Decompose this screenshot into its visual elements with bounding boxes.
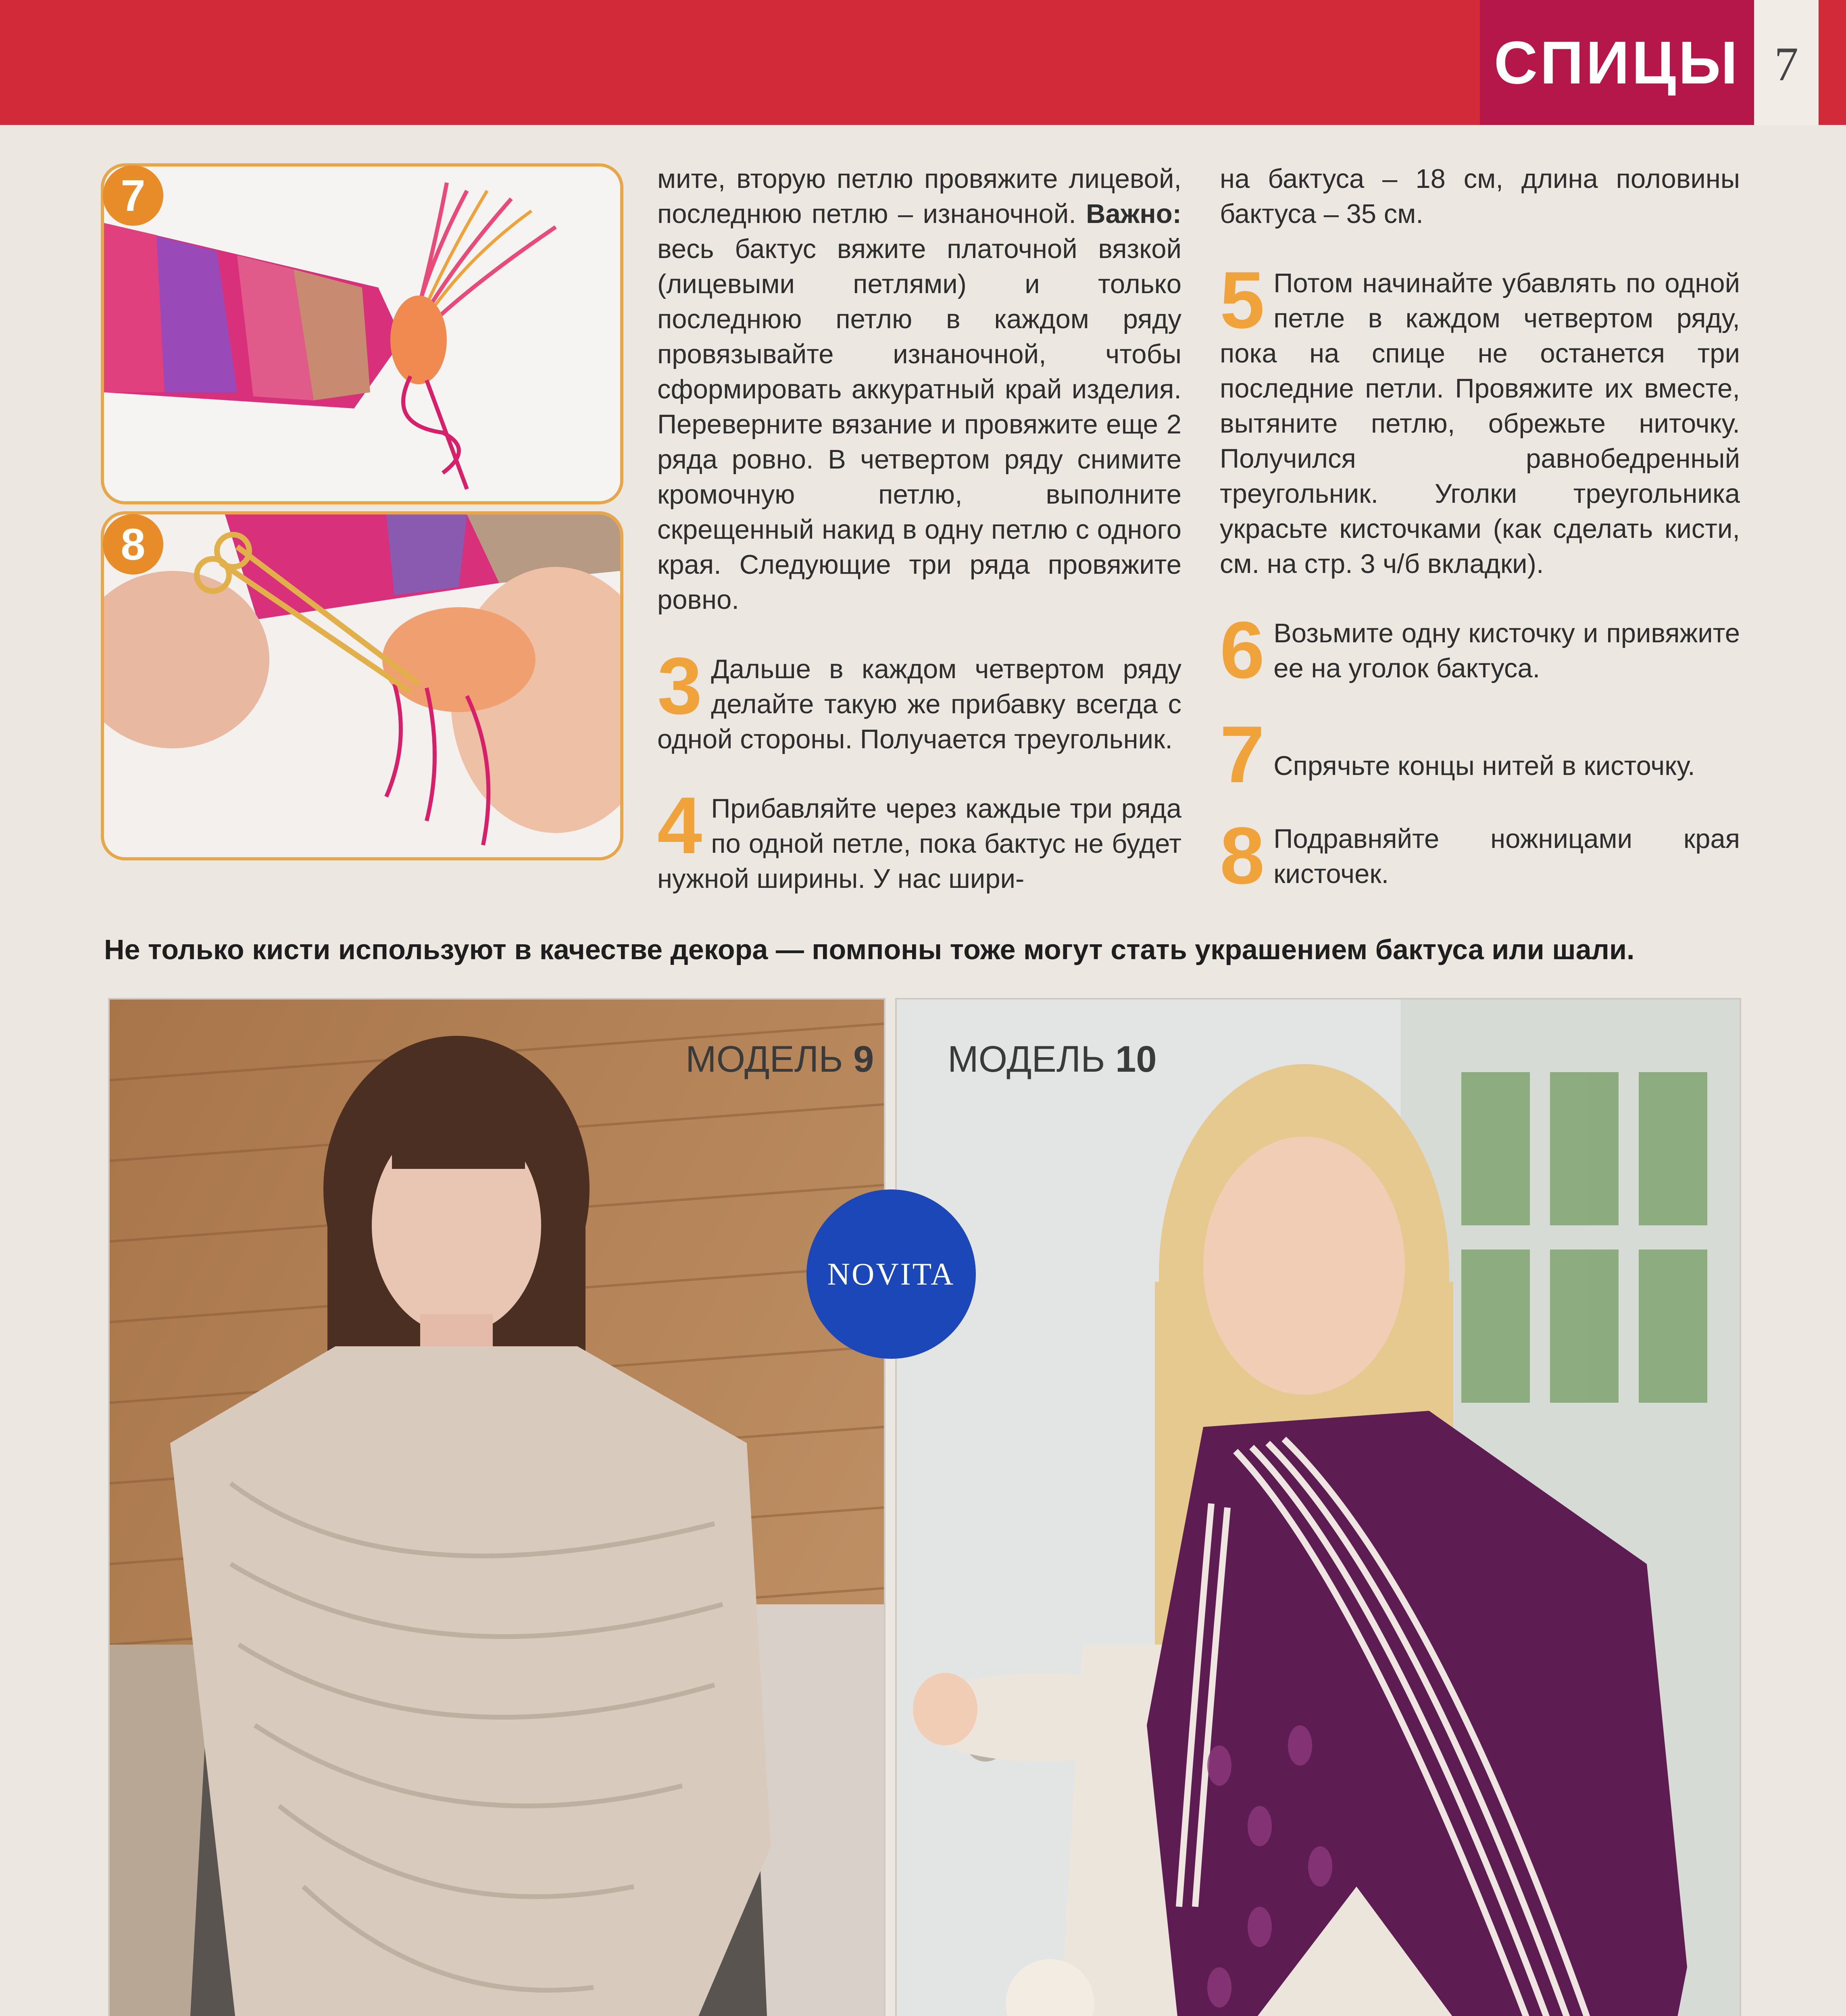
model-10-photo (895, 998, 1741, 2016)
step-8-photo (101, 511, 623, 860)
section-tab (1480, 0, 1754, 125)
step-number: 3 (657, 641, 702, 731)
step-8-badge: 8 (103, 514, 163, 575)
step-7-photo (101, 163, 623, 504)
woman-in-cable-knit-shawl-image (110, 1000, 884, 2016)
step-number: 8 (1220, 811, 1265, 901)
step-number: 7 (1220, 720, 1265, 787)
step-8: 8 Подравняйте ножницами края кисточек. (1220, 811, 1740, 901)
model-9-label: МОДЕЛЬ 9 (685, 1039, 874, 1080)
model-10-label: МОДЕЛЬ 10 (948, 1039, 1157, 1080)
text-column-1 (657, 161, 1181, 931)
model-9-photo (108, 998, 885, 2016)
section-title: СПИЦЫ (1494, 28, 1740, 96)
step-3: 3 Дальше в каждом четвертом ряду делайте такую же прибавку всегда с одной стороны. Получается треугольник. (657, 641, 1181, 754)
text-column-2 (1220, 161, 1740, 926)
step-7: 7 Спрячьте концы нитей в кисточку. (1220, 720, 1695, 787)
header-right-strip (1819, 0, 1846, 125)
girl-in-purple-striped-shawl-image (897, 1000, 1740, 2016)
step-7-badge: 7 (103, 165, 163, 226)
intro-paragraph: мите, вторую петлю провяжите лицевой, последнюю петлю – изнаночной. Важно: весь бактус вяжите платочной вязкой (лицевыми петлями) и только последнюю петлю в каждом ряду провязывайте изнаночной, чтобы сформировать аккуратный край изделия. Переверните вязание и провяжите еще 2 ряда ровно. В четвертом ряду снимите кромочную петлю, выполните скрещенный накид в одну петлю с одного края. Следующие три ряда провяжите ровно. (657, 164, 1181, 615)
novita-logo: NOVITA (806, 1189, 976, 1359)
continuation-paragraph: на бактуса – 18 см, длина половины бактуса – 35 см. (1220, 164, 1740, 229)
step-number: 5 (1220, 255, 1265, 345)
knitted-scarf-tassel-illustration (104, 167, 620, 501)
step-number: 4 (657, 781, 702, 871)
important-label: Важно: (1086, 199, 1181, 229)
step-6: 6 Возьмите одну кисточку и привяжите ее на уголок бактуса. (1220, 605, 1740, 695)
page-number: 7 (1774, 37, 1798, 91)
step-number: 6 (1220, 605, 1265, 695)
scissors-trimming-tassel-illustration (104, 514, 620, 857)
step-4: 4 Прибавляйте через каждые три ряда по одной петле, пока бактус не будет нужной ширины. У нас шири- (657, 781, 1181, 894)
photo-caption: Не только кисти используют в качестве декора — помпоны тоже могут стать украшением бактуса или шали. (104, 934, 1635, 965)
step-5: 5 Потом начинайте убавлять по одной петле в каждом четвертом ряду, пока на спице не останется три последние петли. Провяжите их вместе, вытяните петлю, обрежьте ниточку. Получился равнобедренный треугольник. Уголки треугольника украсьте кисточками (как сделать кисти, см. на стр. 3 ч/б вкладки). (1220, 255, 1740, 579)
